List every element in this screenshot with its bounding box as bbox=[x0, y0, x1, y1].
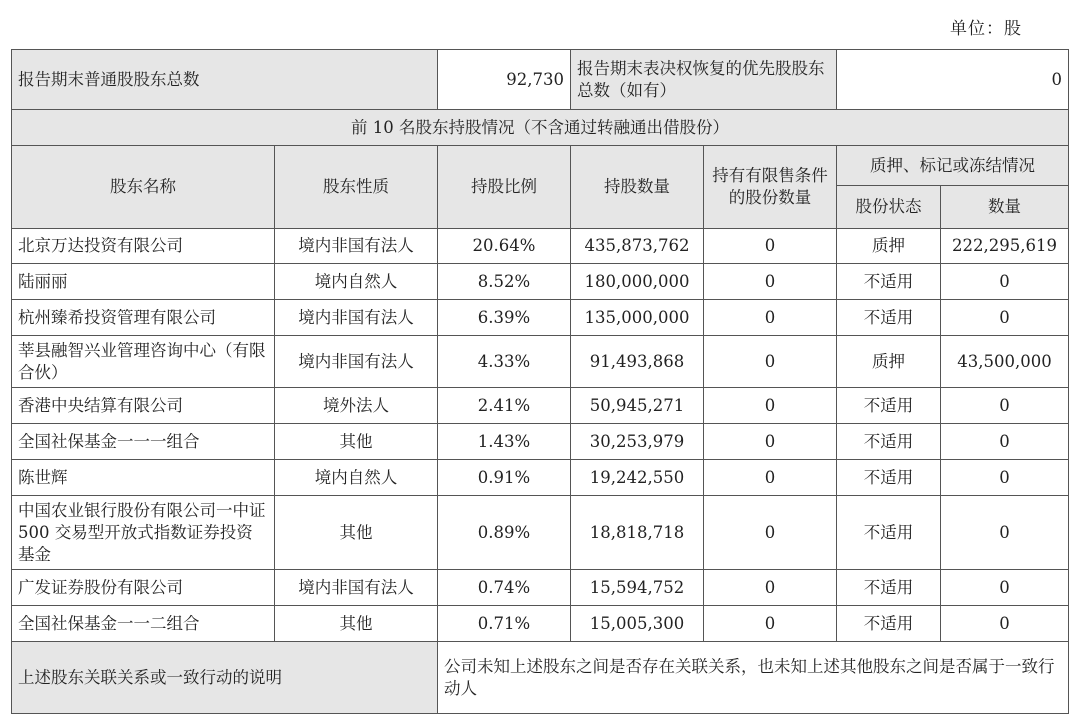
holder-quantity: 135,000,000 bbox=[571, 300, 704, 336]
holder-pledge-status: 不适用 bbox=[837, 388, 941, 424]
table-row bbox=[12, 606, 1069, 642]
holder-ratio: 0.71% bbox=[438, 606, 571, 642]
holder-pledge-status: 不适用 bbox=[837, 264, 941, 300]
holder-quantity: 30,253,979 bbox=[571, 424, 704, 460]
holder-nature: 其他 bbox=[275, 496, 438, 570]
holder-nature: 其他 bbox=[275, 424, 438, 460]
holder-nature: 境内自然人 bbox=[275, 460, 438, 496]
holder-name: 广发证券股份有限公司 bbox=[12, 570, 275, 606]
holder-restricted: 0 bbox=[704, 570, 837, 606]
holder-name: 杭州臻希投资管理有限公司 bbox=[12, 300, 275, 336]
holder-pledge-quantity: 0 bbox=[941, 460, 1069, 496]
table-row bbox=[12, 336, 1069, 388]
holder-pledge-status: 不适用 bbox=[837, 570, 941, 606]
holder-ratio: 0.74% bbox=[438, 570, 571, 606]
holder-restricted: 0 bbox=[704, 606, 837, 642]
holder-pledge-status: 质押 bbox=[837, 336, 941, 388]
holder-pledge-quantity: 0 bbox=[941, 606, 1069, 642]
relation-label: 上述股东关联关系或一致行动的说明 bbox=[12, 642, 438, 714]
holder-pledge-quantity: 0 bbox=[941, 264, 1069, 300]
holder-restricted: 0 bbox=[704, 300, 837, 336]
table-row bbox=[12, 496, 1069, 570]
holder-pledge-quantity: 43,500,000 bbox=[941, 336, 1069, 388]
table-row bbox=[12, 264, 1069, 300]
holder-name: 陆丽丽 bbox=[12, 264, 275, 300]
preferred-holders-label: 报告期末表决权恢复的优先股股东总数（如有） bbox=[571, 50, 837, 110]
holder-nature: 其他 bbox=[275, 606, 438, 642]
holder-restricted: 0 bbox=[704, 336, 837, 388]
holder-quantity: 15,594,752 bbox=[571, 570, 704, 606]
holder-ratio: 1.43% bbox=[438, 424, 571, 460]
holder-quantity: 91,493,868 bbox=[571, 336, 704, 388]
table-row bbox=[12, 300, 1069, 336]
header-pledge-quantity: 数量 bbox=[941, 186, 1069, 229]
holder-ratio: 6.39% bbox=[438, 300, 571, 336]
header-ratio: 持股比例 bbox=[438, 146, 571, 229]
holder-quantity: 19,242,550 bbox=[571, 460, 704, 496]
holder-pledge-quantity: 0 bbox=[941, 300, 1069, 336]
holder-nature: 境内非国有法人 bbox=[275, 300, 438, 336]
holder-restricted: 0 bbox=[704, 388, 837, 424]
header-nature: 股东性质 bbox=[275, 146, 438, 229]
header-row-1 bbox=[12, 146, 1069, 186]
section-title: 前 10 名股东持股情况（不含通过转融通出借股份） bbox=[12, 110, 1069, 146]
holder-restricted: 0 bbox=[704, 424, 837, 460]
holder-quantity: 15,005,300 bbox=[571, 606, 704, 642]
holder-restricted: 0 bbox=[704, 460, 837, 496]
holder-pledge-status: 不适用 bbox=[837, 424, 941, 460]
table-row bbox=[12, 229, 1069, 264]
holder-restricted: 0 bbox=[704, 229, 837, 264]
holder-ratio: 0.91% bbox=[438, 460, 571, 496]
table-row bbox=[12, 570, 1069, 606]
holder-restricted: 0 bbox=[704, 264, 837, 300]
holder-pledge-status: 不适用 bbox=[837, 496, 941, 570]
holder-ratio: 4.33% bbox=[438, 336, 571, 388]
summary-row bbox=[12, 50, 1069, 110]
holder-nature: 境外法人 bbox=[275, 388, 438, 424]
holder-nature: 境内非国有法人 bbox=[275, 570, 438, 606]
holder-pledge-quantity: 0 bbox=[941, 424, 1069, 460]
header-quantity: 持股数量 bbox=[571, 146, 704, 229]
header-pledge-group: 质押、标记或冻结情况 bbox=[837, 146, 1069, 186]
holder-restricted: 0 bbox=[704, 496, 837, 570]
holder-name: 莘县融智兴业管理咨询中心（有限合伙） bbox=[12, 336, 275, 388]
holder-pledge-status: 不适用 bbox=[837, 300, 941, 336]
holder-pledge-quantity: 0 bbox=[941, 388, 1069, 424]
section-title-row bbox=[12, 110, 1069, 146]
holder-quantity: 18,818,718 bbox=[571, 496, 704, 570]
holder-name: 全国社保基金一一二组合 bbox=[12, 606, 275, 642]
common-holders-label: 报告期末普通股股东总数 bbox=[12, 50, 438, 110]
relation-row bbox=[12, 642, 1069, 714]
holder-ratio: 0.89% bbox=[438, 496, 571, 570]
holder-quantity: 435,873,762 bbox=[571, 229, 704, 264]
holder-name: 中国农业银行股份有限公司一中证 500 交易型开放式指数证券投资基金 bbox=[12, 496, 275, 570]
holder-nature: 境内自然人 bbox=[275, 264, 438, 300]
holder-pledge-status: 不适用 bbox=[837, 606, 941, 642]
common-holders-value: 92,730 bbox=[438, 50, 571, 110]
preferred-holders-value: 0 bbox=[837, 50, 1069, 110]
holder-name: 香港中央结算有限公司 bbox=[12, 388, 275, 424]
holder-nature: 境内非国有法人 bbox=[275, 229, 438, 264]
holder-pledge-status: 质押 bbox=[837, 229, 941, 264]
holder-name: 北京万达投资有限公司 bbox=[12, 229, 275, 264]
holder-ratio: 2.41% bbox=[438, 388, 571, 424]
header-pledge-status: 股份状态 bbox=[837, 186, 941, 229]
holder-pledge-quantity: 0 bbox=[941, 496, 1069, 570]
holder-pledge-quantity: 222,295,619 bbox=[941, 229, 1069, 264]
shareholders-table bbox=[11, 49, 1069, 714]
holder-ratio: 8.52% bbox=[438, 264, 571, 300]
holder-pledge-quantity: 0 bbox=[941, 570, 1069, 606]
holder-nature: 境内非国有法人 bbox=[275, 336, 438, 388]
holder-name: 陈世辉 bbox=[12, 460, 275, 496]
header-restricted: 持有有限售条件的股份数量 bbox=[704, 146, 837, 229]
holder-ratio: 20.64% bbox=[438, 229, 571, 264]
holder-name: 全国社保基金一一一组合 bbox=[12, 424, 275, 460]
table-row bbox=[12, 388, 1069, 424]
table-row bbox=[12, 460, 1069, 496]
relation-text: 公司未知上述股东之间是否存在关联关系，也未知上述其他股东之间是否属于一致行动人 bbox=[438, 642, 1069, 714]
table-row bbox=[12, 424, 1069, 460]
holder-quantity: 50,945,271 bbox=[571, 388, 704, 424]
unit-label: 单位：股 bbox=[950, 19, 1022, 39]
header-name: 股东名称 bbox=[12, 146, 275, 229]
holder-quantity: 180,000,000 bbox=[571, 264, 704, 300]
holder-pledge-status: 不适用 bbox=[837, 460, 941, 496]
